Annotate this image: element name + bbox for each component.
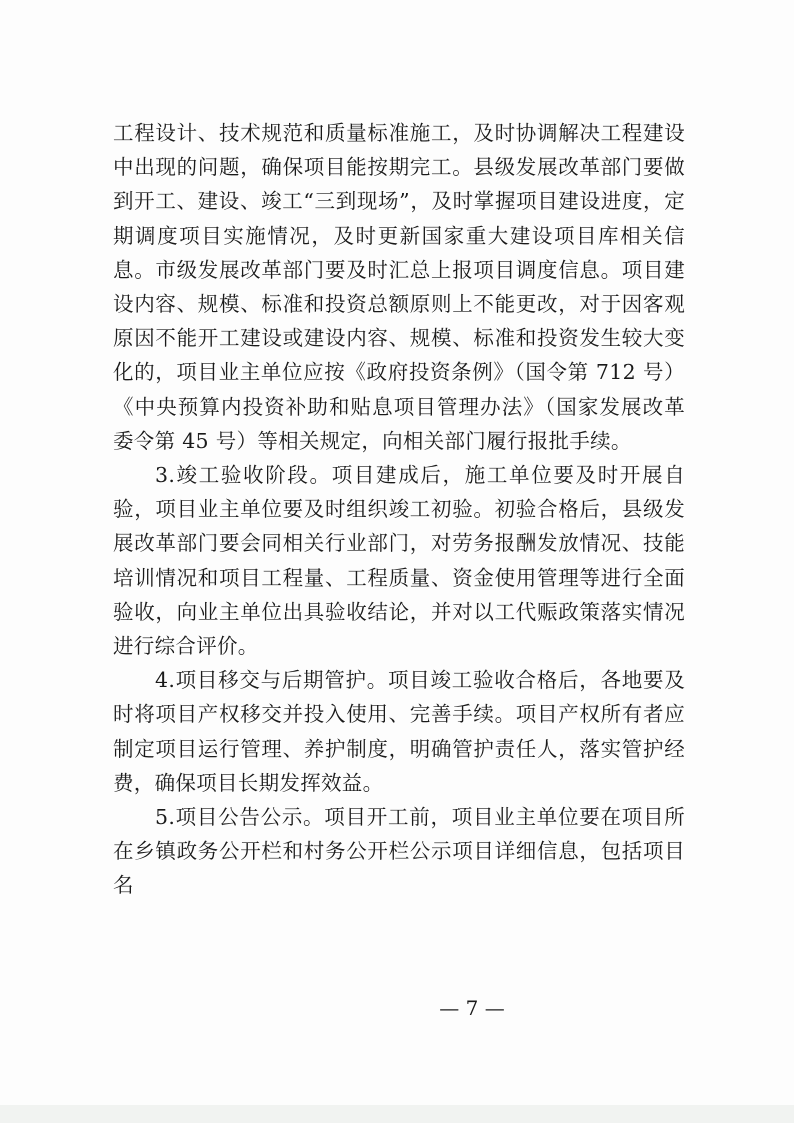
page-number: — 7 — (439, 996, 505, 1020)
paragraph-construction-management: 工程设计、技术规范和质量标准施工，及时协调解决工程建设中出现的问题，确保项目能按期完工。县级发展改革部门要做到开工、建设、竣工“三到现场”，及时掌握项目建设进度，定期调度项目实施情况，及时更新国家重大建设项目库相关信息。市级发展改革部门要及时汇总上报项目调度信息。项目建设内容、规模、标准和投资总额原则上不能更改，对于因客观原因不能开工建设或建设内容、规模、标准和投资发生较大变化的，项目业主单位应按《政府投资条例》（国令第 712 号）《中央预算内投资补助和贴息项目管理办法》（国家发展改革委令第 45 号）等相关规定，向相关部门履行报批手续。 (113, 121, 685, 453)
document-body (113, 116, 685, 903)
paragraph-project-handover: 4.项目移交与后期管护。项目竣工验收合格后，各地要及时将项目产权移交并投入使用、完善手续。项目产权所有者应制定项目运行管理、养护制度，明确管护责任人，落实管护经费，确保项目长期发挥效益。 (113, 668, 685, 795)
page-bottom-edge (0, 1105, 794, 1123)
paragraph-project-publicity: 5.项目公告公示。项目开工前，项目业主单位要在项目所在乡镇政务公开栏和村务公开栏公示项目详细信息，包括项目名 (113, 805, 685, 898)
paragraph-completion-acceptance: 3.竣工验收阶段。项目建成后，施工单位要及时开展自验，项目业主单位要及时组织竣工初验。初验合格后，县级发展改革部门要会同相关行业部门，对劳务报酬发放情况、技能培训情况和项目工程量、工程质量、资金使用管理等进行全面验收，向业主单位出具验收结论，并对以工代赈政策落实情况进行综合评价。 (113, 463, 685, 659)
